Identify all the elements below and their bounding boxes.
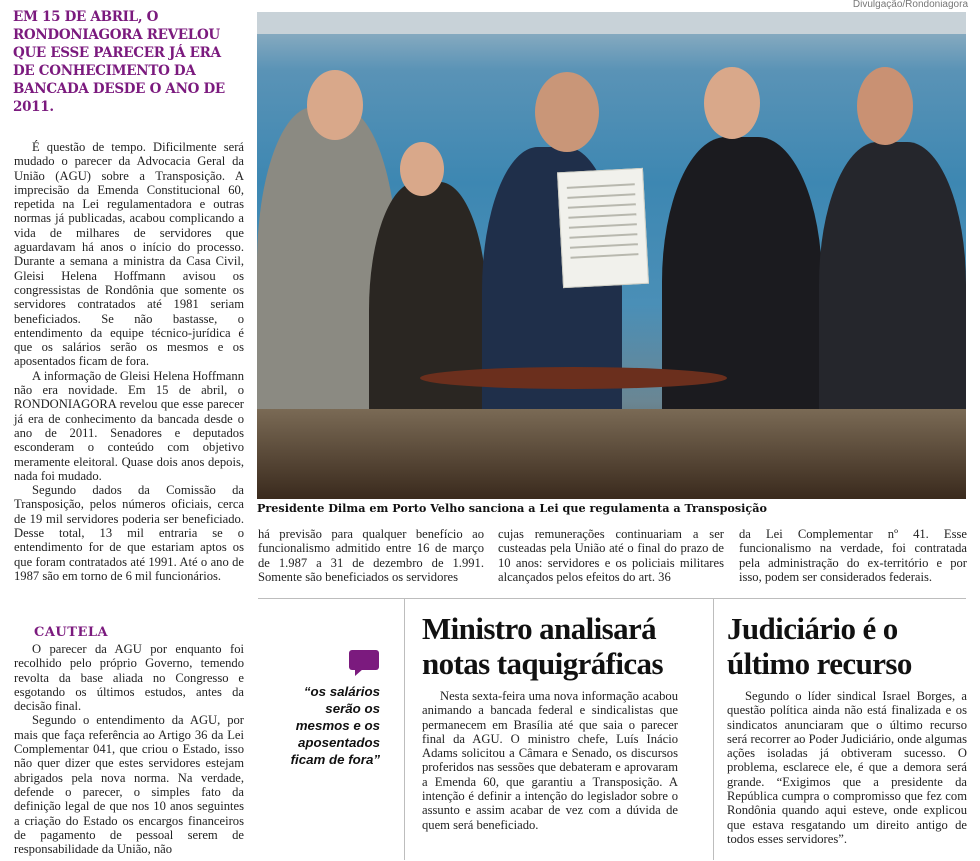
column-2-top (258, 527, 484, 584)
pull-quote: “os salários serão os mesmos e os aposentados ficam de fora” (290, 684, 380, 767)
column-4-top (739, 527, 967, 584)
col1-paragraph: Segundo o entendimento da AGU, por mais que faça referência ao Artigo 36 da Lei Complementar 041, que criou o Estado, isso não quer dizer que estes servidores estejam abrigados pela nova norma. Na verdade, defende o parecer, o simples fato da definição legal de que nos 10 anos seguintes a criação do Estado os encargos financeiros de pagamento de pessoal serem de responsabilidade da União, não (14, 713, 244, 857)
col1-paragraph: Segundo dados da Comissão da Transposição, pelos números oficiais, cerca de 19 mil servidores poderia ser beneficiado. Desse total, 13 mil entraria se o entendimento for de que estariam aptos os que foram contratados até 1991. Até o ano de 1987 são em torno de 6 mil funcionários. (14, 483, 244, 583)
horizontal-divider (258, 598, 966, 599)
photo-credit: Divulgação/Rondoniagora (852, 0, 968, 10)
col1-paragraph: O parecer da AGU por enquanto foi recolhido pelo próprio Governo, temendo revolta da base aliada no Congresso e esgotando os últimos estudos, antes da decisão final. (14, 642, 244, 714)
photo-caption: Presidente Dilma em Porto Velho sanciona a Lei que regulamenta a Transposição (257, 501, 767, 515)
vertical-divider (404, 598, 405, 860)
col1-paragraph: A informação de Gleisi Helena Hoffmann não era novidade. Em 15 de abril, o RONDONIAGORA revelou que esse parecer já era de conhecimento da bancada desde o ano de 2011. Senadores e deputados esconderam o conteúdo com objetivo meramente eleitoral. Quase dois anos depois, nada foi mudado. (14, 368, 244, 483)
article3-headline: Judiciário é o último recurso (727, 611, 912, 681)
article2-body (422, 689, 678, 832)
col1-paragraph: É questão de tempo. Dificilmente será mudado o parecer da Advocacia Geral da União (AGU) sobre a Transposição. A imprecisão da Emenda Constitucional 60, repetida na Lei regulamentadora e outras normas já publicadas, acabou complicando a vida de milhares de servidores que aguardavam há anos o início do processo. Durante a semana a ministra da Casa Civil, Gleisi Helena Hoffmann avisou os congressistas de Rondônia que somente os servidores contratados até 1981 seriam beneficiados. Se não bastasse, o entendimento da equipe técnico-jurídica é que os salários serão os mesmos e os aposentados ficam de fora. (14, 140, 244, 369)
article2-paragraph: Nesta sexta-feira uma nova informação acabou animando a bancada federal e sindicalistas que permanecem em Brasília até que saia o parecer final da AGU. O ministro chefe, Luís Inácio Adams solicitou a Câmara e Senado, os discursos proferidos nas sessões que debateram e aprovaram a Emenda 60, que garantiu a Transposição. A intenção é definir a intenção do legislador sobre o assunto e assim acabar de vez com a dúvida de quem será beneficiado. (422, 689, 678, 832)
column-1-continued (14, 642, 244, 856)
column-1 (14, 140, 244, 583)
subhead-cautela: CAUTELA (34, 625, 109, 640)
article3-paragraph: Segundo o líder sindical Israel Borges, a questão política ainda não está finalizada e os sindicatos anunciaram que o último recurso será recorrer ao Poder Judiciário, onde algumas ações isoladas já obtiveram sucesso. O problema, esclarece ele, é que a demora será grande. “Exigimos que a presidente da República cumpra o compromisso que fez com Rondônia quando aqui esteve, onde explicou que estava resgatando um direito antigo de todos esses servidores”. (727, 689, 967, 846)
top-pull-quote: EM 15 DE ABRIL, O RONDONIAGORA REVELOU QUE ESSE PARECER JÁ ERA DE CONHECIMENTO DA BANCADA DESDE O ANO DE 2011. (13, 9, 225, 115)
col2-paragraph: há previsão para qualquer benefício ao funcionalismo admitido entre 16 de março de 1.987 a 31 de dezembro de 1.991. Somente são beneficiados os servidores (258, 527, 484, 584)
column-3-top (498, 527, 724, 584)
col4-paragraph: da Lei Complementar nº 41. Esse funcionalismo na verdade, foi contratada pela administração do ex-território e por isso, podem ser considerados federais. (739, 527, 967, 584)
article3-body (727, 689, 967, 846)
vertical-divider (713, 598, 714, 860)
article2-headline: Ministro analisará notas taquigráficas (422, 611, 663, 681)
col3-paragraph: cujas remunerações continuariam a ser custeadas pela União até o final do prazo de 10 anos: servidores e os policiais militares alcançados pelos efeitos do art. 36 (498, 527, 724, 584)
speech-bubble-icon (349, 650, 379, 676)
article-photo (257, 12, 966, 499)
